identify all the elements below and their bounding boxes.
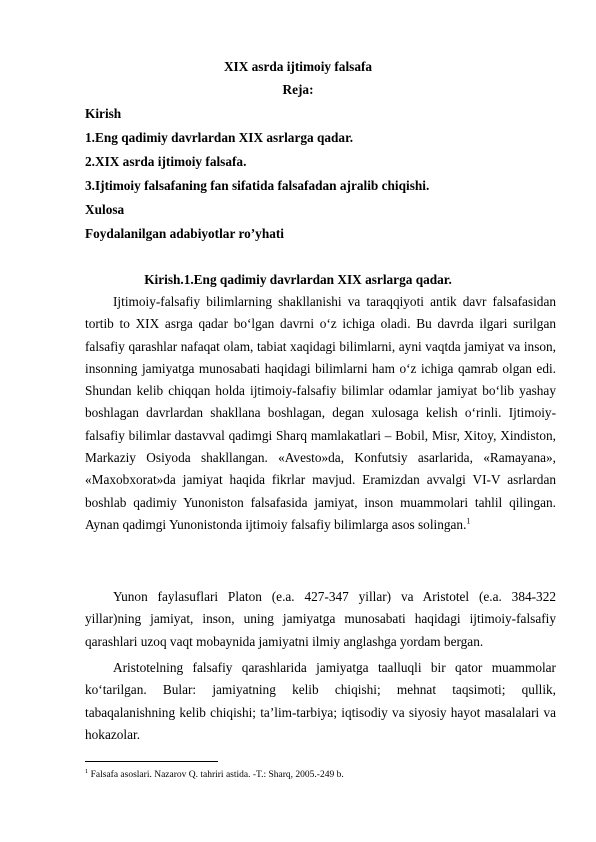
- section-heading: Kirish.1.Eng qadimiy davrlardan XIX asrlarga qadar.: [144, 272, 452, 287]
- footnote-reference: 1: [466, 516, 471, 526]
- footnote-text: Falsafa asoslari. Nazarov Q. tahriri astida. -T.: Sharq, 2005.-249 b.: [88, 770, 344, 780]
- plan-item-1: 1.Eng qadimiy davrlardan XIX asrlarga qadar.: [85, 130, 354, 145]
- plan-heading: Reja:: [282, 82, 314, 97]
- footnote-number: 1: [85, 767, 89, 775]
- plan-item-2: 2.XIX asrda ijtimoiy falsafa.: [85, 154, 247, 169]
- paragraph-text: Ijtimoiy-falsafiy bilimlarning shakllanishi va taraqqiyoti antik davr falsafasidan tortib to XIX asrga qadar bo‘lgan davrni o‘z ichiga oladi. Bu davrda ilgari surilgan falsafiy qarashlar nafaqat olam, tabiat xaqidagi bilimlarni, ayni vaqtda jamiyat va inson, insonning jamiyatga munosabati haqidagi bilimlarni ham o‘z ichiga qamrab olgan edi. Shundan kelib chiqqan holda ijtimoiy-falsafiy bilimlar odamlar jamiyat bo‘lib yashay boshlagan davrlardan shakllana boshlagan, degan xulosaga kelish o‘rinli. Ijtimoiy-falsafiy bilimlar dastavval qadimgi Sharq mamlakatlari – Bobil, Misr, Xitoy, Xindiston, Markaziy Osiyoda shakllangan. «Avesto»da, Konfutsiy asarlarida, «Ramayana», «Maxobxorat»da jamiyat haqida fikrlar mavjud. Eramizdan avvalgi VI-V asrlardan boshlab qadimiy Yunoniston falsafasida jamiyat, inson muammolari tahlil qilingan. Aynan qadimgi Yunonistonda ijtimoiy falsafiy bilimlarga asos solingan.: [85, 294, 556, 532]
- body-paragraph-3: Aristotelning falsafiy qarashlarida jamiyatga taalluqli bir qator muammolar ko‘tarilgan. Bular: jamiyatning kelib chiqishi; mehnat taqsimoti; qullik, tabaqalanishning kelib chiqishi; ta’lim-tarbiya; iqtisodiy va siyosiy hayot masalalari va hokazolar.: [85, 660, 556, 742]
- plan-item-introduction: Kirish: [85, 106, 122, 121]
- plan-item-references: Foydalanilgan adabiyotlar ro’yhati: [85, 226, 284, 241]
- plan-item-conclusion: Xulosa: [85, 202, 125, 217]
- plan-item-3: 3.Ijtimoiy falsafaning fan sifatida falsafadan ajralib chiqishi.: [85, 178, 430, 193]
- footnote-separator: [85, 761, 218, 762]
- body-paragraph-2: Yunon faylasuflari Platon (e.a. 427-347 yillar) va Aristotel (e.a. 384-322 yillar)ning jamiyat, inson, uning jamiyatga munosabati haqidagi ijtimoiy-falsafiy qarashlari uzoq vaqt mobaynida jamiyatni ilmiy anglashga yordam bergan.: [85, 589, 556, 649]
- document-title: XIX asrda ijtimoiy falsafa: [223, 59, 373, 74]
- body-paragraph-1: [85, 291, 556, 536]
- footnote: [85, 769, 344, 781]
